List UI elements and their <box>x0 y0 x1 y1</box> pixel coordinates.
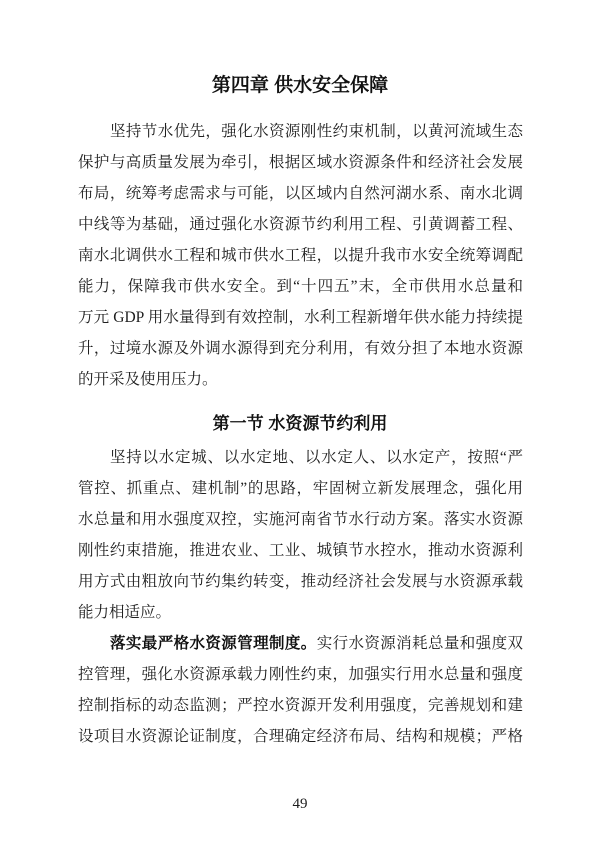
text-line: 升，过境水源及外调水源得到充分利用，有效分担了本地水资源 <box>78 340 523 357</box>
text-line: 南水北调供水工程和城市供水工程，以提升我市水安全统筹调配 <box>78 247 523 264</box>
text-line: 刚性约束措施，推进农业、工业、城镇节水控水，推动水资源利 <box>78 542 523 559</box>
section-title: 第一节 水资源节约利用 <box>212 414 388 433</box>
text-line: 管控、抓重点、建机制”的思路，牢固树立新发展理念，强化用 <box>78 480 523 497</box>
text-line: 能力，保障我市供水安全。到“十四五”末，全市供用水总量和 <box>78 278 523 295</box>
text-line: 设项目水资源论证制度，合理确定经济布局、结构和规模；严格 <box>78 728 523 745</box>
text-line: 控制指标的动态监测；严控水资源开发利用强度，完善规划和建 <box>78 697 523 714</box>
text-line: 控管理，强化水资源承载力刚性约束，加强实行用水总量和强度 <box>78 666 523 683</box>
page-number: 49 <box>292 796 308 812</box>
chapter-title: 第四章 供水安全保障 <box>211 75 389 96</box>
text-line: 布局，统筹考虑需求与可能，以区域内自然河湖水系、南水北调 <box>78 185 523 202</box>
text-line <box>78 628 523 659</box>
paragraph-section-intro <box>78 442 523 628</box>
text-line: 中线等为基础，通过强化水资源节约利用工程、引黄调蓄工程、 <box>78 216 523 233</box>
text-line: 能力相适应。 <box>78 604 172 621</box>
text-line: 用方式由粗放向节约集约转变，推动经济社会发展与水资源承载 <box>78 573 523 590</box>
text-line: 坚持以水定城、以水定地、以水定人、以水定产，按照“严 <box>110 449 523 466</box>
text-line: 万元 GDP 用水量得到有效控制，水利工程新增年供水能力持续提 <box>78 309 523 326</box>
text-line: 水总量和用水强度双控，实施河南省节水行动方案。落实水资源 <box>78 511 523 528</box>
text-run: 实行水资源消耗总量和强度双 <box>316 635 523 652</box>
text-line: 保护与高质量发展为牵引，根据区域水资源条件和经济社会发展 <box>78 154 523 171</box>
paragraph-intro <box>78 116 523 395</box>
text-line: 的开采及使用压力。 <box>78 371 218 388</box>
text-line: 坚持节水优先，强化水资源刚性约束机制，以黄河流域生态 <box>110 123 523 140</box>
paragraph-management-system <box>78 628 523 752</box>
bold-lead-text: 落实最严格水资源管理制度。 <box>110 635 317 652</box>
